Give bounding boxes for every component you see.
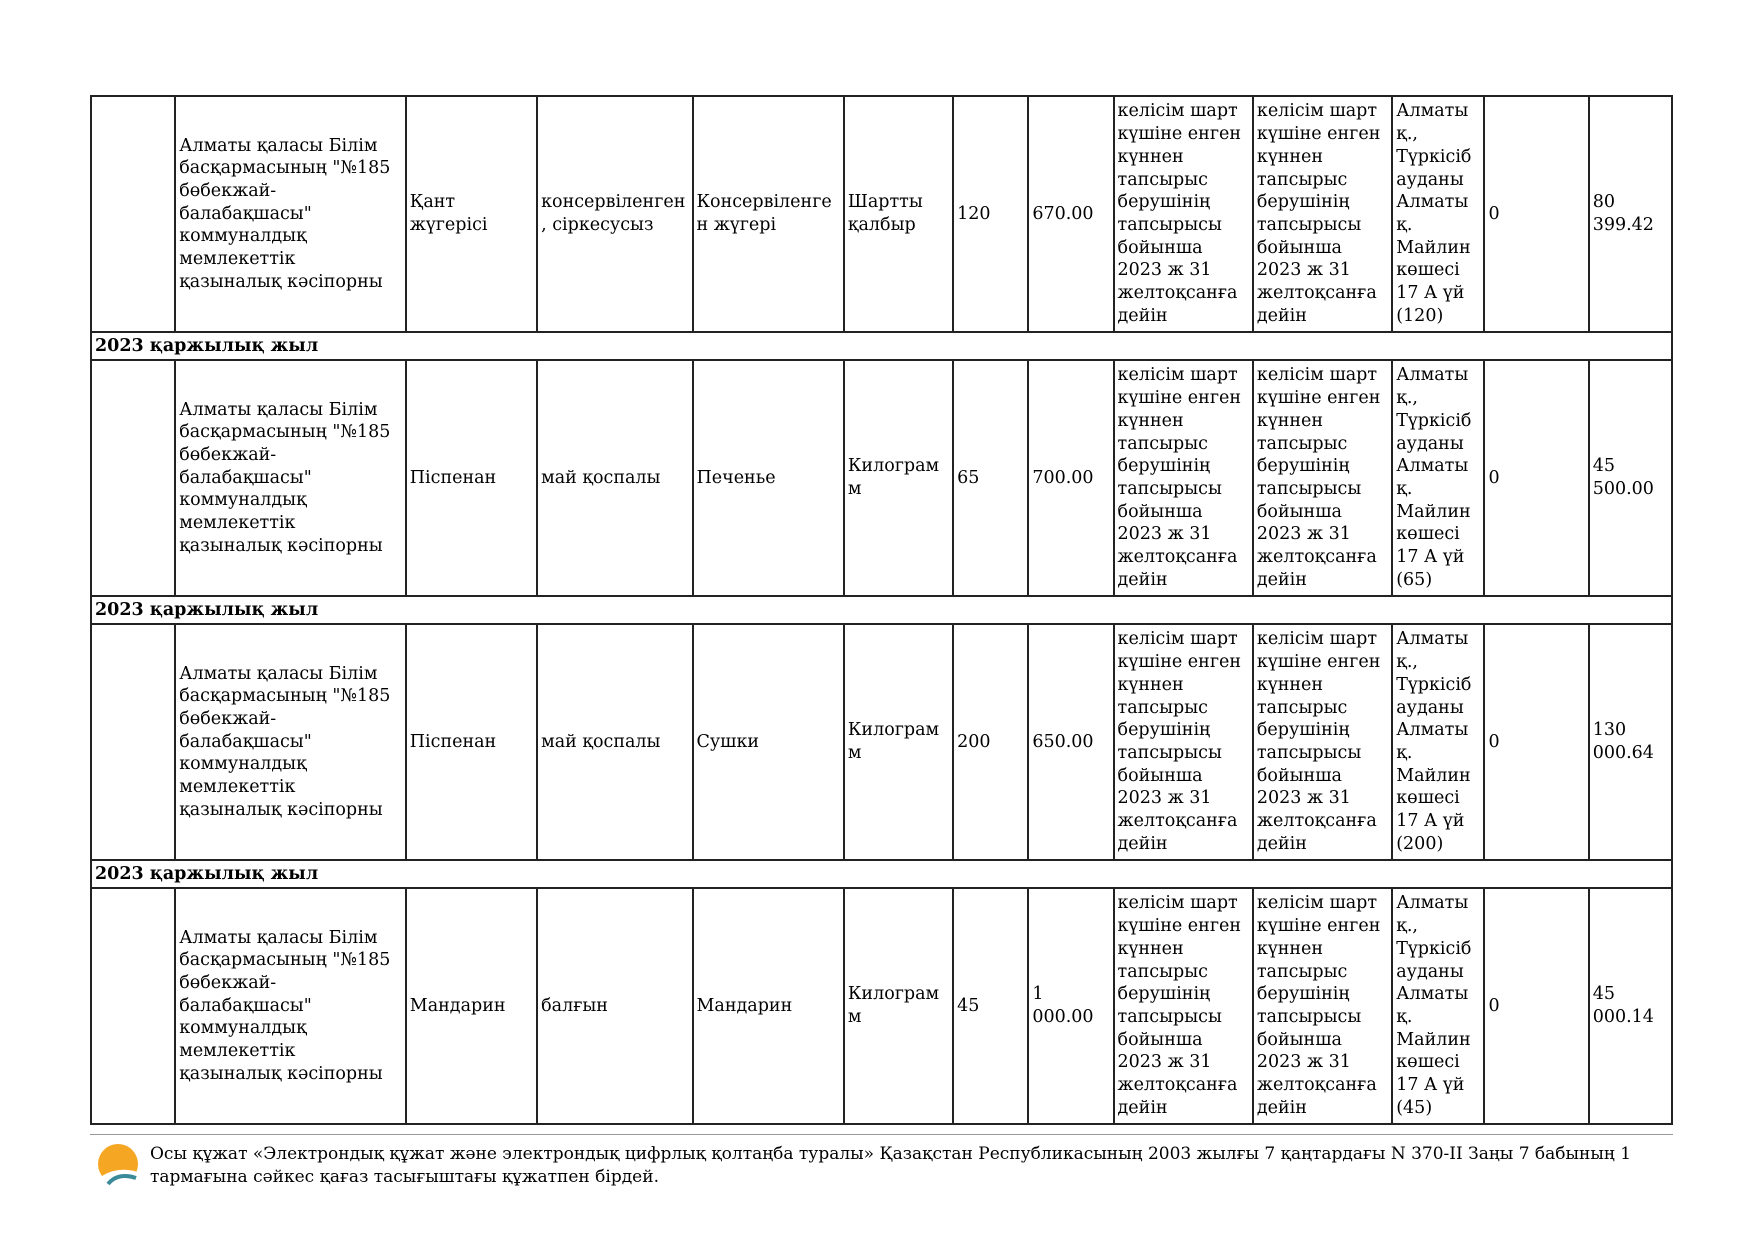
delivery-address-cell: Алматы қ., Түркісіб ауданы Алматы қ. Майлин көшесі 17 А үй (200): [1392, 624, 1484, 860]
quantity-cell: 200: [953, 624, 1028, 860]
sun-logo-icon: [94, 1142, 142, 1190]
delivery-period-cell: келісім шарт күшіне енген күннен тапсырыс берушінің тапсырысы бойынша 2023 ж 31 желтоқсанға дейін: [1253, 96, 1392, 332]
table-row: [91, 624, 1672, 860]
table-body: [91, 96, 1672, 1124]
item-description-cell: май қоспалы: [537, 624, 692, 860]
item-description-cell: май қоспалы: [537, 360, 692, 596]
row-number-cell: [91, 624, 175, 860]
fiscal-year-row: [91, 860, 1672, 888]
unit-price-cell: 670.00: [1028, 96, 1113, 332]
delivery-period-cell: келісім шарт күшіне енген күннен тапсырыс берушінің тапсырысы бойынша 2023 ж 31 желтоқсанға дейін: [1253, 888, 1392, 1124]
unit-price-cell: 650.00: [1028, 624, 1113, 860]
quantity-cell: 65: [953, 360, 1028, 596]
item-spec-cell: Консервіленген жүгері: [693, 96, 844, 332]
item-description-cell: консервіленген, сіркесусыз: [537, 96, 692, 332]
delivery-period-cell: келісім шарт күшіне енген күннен тапсырыс берушінің тапсырысы бойынша 2023 ж 31 желтоқсанға дейін: [1253, 360, 1392, 596]
item-description-cell: балғын: [537, 888, 692, 1124]
delivery-term-cell: келісім шарт күшіне енген күннен тапсырыс берушінің тапсырысы бойынша 2023 ж 31 желтоқсанға дейін: [1114, 360, 1253, 596]
fiscal-year-label: 2023 қаржылық жыл: [91, 332, 1672, 360]
table-row: [91, 888, 1672, 1124]
fiscal-year-label: 2023 қаржылық жыл: [91, 596, 1672, 624]
delivery-period-cell: келісім шарт күшіне енген күннен тапсырыс берушінің тапсырысы бойынша 2023 ж 31 желтоқсанға дейін: [1253, 624, 1392, 860]
row-number-cell: [91, 888, 175, 1124]
fiscal-year-row: [91, 332, 1672, 360]
delivery-address-cell: Алматы қ., Түркісіб ауданы Алматы қ. Майлин көшесі 17 А үй (45): [1392, 888, 1484, 1124]
delivery-address-cell: Алматы қ., Түркісіб ауданы Алматы қ. Майлин көшесі 17 А үй (120): [1392, 96, 1484, 332]
unit-cell: Килограмм: [844, 360, 953, 596]
customer-cell: Алматы қаласы Білім басқармасының "№185 бөбекжай-балабақшасы" коммуналдық мемлекеттік қазыналық кәсіпорны: [175, 360, 406, 596]
table-row: [91, 360, 1672, 596]
total-amount-cell: 80 399.42: [1589, 96, 1672, 332]
table-row: [91, 96, 1672, 332]
advance-cell: 0: [1484, 624, 1588, 860]
item-name-cell: Мандарин: [406, 888, 537, 1124]
procurement-table: [90, 95, 1673, 1125]
item-spec-cell: Печенье: [693, 360, 844, 596]
delivery-term-cell: келісім шарт күшіне енген күннен тапсырыс берушінің тапсырысы бойынша 2023 ж 31 желтоқсанға дейін: [1114, 624, 1253, 860]
customer-cell: Алматы қаласы Білім басқармасының "№185 бөбекжай-балабақшасы" коммуналдық мемлекеттік қазыналық кәсіпорны: [175, 888, 406, 1124]
delivery-term-cell: келісім шарт күшіне енген күннен тапсырыс берушінің тапсырысы бойынша 2023 ж 31 желтоқсанға дейін: [1114, 888, 1253, 1124]
total-amount-cell: 130 000.64: [1589, 624, 1672, 860]
advance-cell: 0: [1484, 888, 1588, 1124]
document-footer: [90, 1134, 1673, 1187]
item-name-cell: Қант жүгерісі: [406, 96, 537, 332]
row-number-cell: [91, 96, 175, 332]
delivery-address-cell: Алматы қ., Түркісіб ауданы Алматы қ. Майлин көшесі 17 А үй (65): [1392, 360, 1484, 596]
total-amount-cell: 45 500.00: [1589, 360, 1672, 596]
fiscal-year-label: 2023 қаржылық жыл: [91, 860, 1672, 888]
unit-cell: Шартты қалбыр: [844, 96, 953, 332]
unit-price-cell: 1 000.00: [1028, 888, 1113, 1124]
quantity-cell: 120: [953, 96, 1028, 332]
footer-legal-text: Осы құжат «Электрондық құжат және электрондық цифрлық қолтаңба туралы» Қазақстан Республикасының 2003 жылғы 7 қаңтардағы N 370-II Заңы 7 бабының 1 тармағына сәйкес қағаз тасығыштағы құжатпен бірдей.: [150, 1144, 1632, 1187]
quantity-cell: 45: [953, 888, 1028, 1124]
customer-cell: Алматы қаласы Білім басқармасының "№185 бөбекжай-балабақшасы" коммуналдық мемлекеттік қазыналық кәсіпорны: [175, 624, 406, 860]
fiscal-year-row: [91, 596, 1672, 624]
unit-cell: Килограмм: [844, 624, 953, 860]
customer-cell: Алматы қаласы Білім басқармасының "№185 бөбекжай-балабақшасы" коммуналдық мемлекеттік қазыналық кәсіпорны: [175, 96, 406, 332]
row-number-cell: [91, 360, 175, 596]
advance-cell: 0: [1484, 96, 1588, 332]
total-amount-cell: 45 000.14: [1589, 888, 1672, 1124]
item-spec-cell: Сушки: [693, 624, 844, 860]
unit-cell: Килограмм: [844, 888, 953, 1124]
item-spec-cell: Мандарин: [693, 888, 844, 1124]
unit-price-cell: 700.00: [1028, 360, 1113, 596]
advance-cell: 0: [1484, 360, 1588, 596]
item-name-cell: Піспенан: [406, 360, 537, 596]
delivery-term-cell: келісім шарт күшіне енген күннен тапсырыс берушінің тапсырысы бойынша 2023 ж 31 желтоқсанға дейін: [1114, 96, 1253, 332]
item-name-cell: Піспенан: [406, 624, 537, 860]
